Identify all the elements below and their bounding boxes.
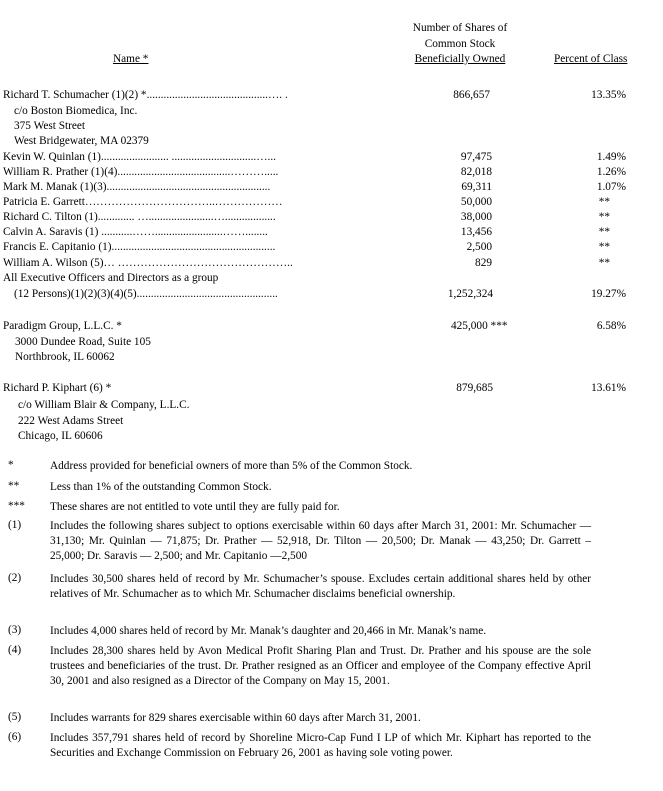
row-shares: 13,456 (460, 226, 492, 238)
footnote-mark: ** (8, 480, 20, 492)
row-shares: 50,000 (460, 196, 492, 208)
address-line: 222 West Adams Street (18, 415, 124, 427)
row-name: Patricia E. Garrett……………………………..……………… (3, 196, 283, 208)
footnote-mark: (2) (8, 572, 22, 584)
paradigm-percent: 6.58% (596, 320, 626, 332)
kiphart-percent: 13.61% (591, 382, 626, 394)
shares-header-line1: Number of Shares of (412, 22, 508, 34)
address-line: 375 West Street (14, 120, 86, 132)
footnote-mark: (6) (8, 731, 22, 743)
shares-header-line2: Common Stock (424, 38, 496, 50)
row-name: Calvin A. Saravis (1) ...........……........................……........ (3, 226, 268, 238)
address-line: Northbrook, IL 60062 (15, 351, 115, 363)
row-name: Francis E. Capitanio (1).......................................................... (3, 241, 276, 253)
row-name: William A. Wilson (5)… ……………………………………….. (3, 257, 293, 269)
row-name: Richard T. Schumacher (1)(2) *...........................................…. . (3, 89, 288, 101)
row-name: Mark M. Manak (1)(3).......................................................... (3, 181, 271, 193)
row-shares: 82,018 (460, 166, 492, 178)
row-percent: ** (598, 257, 610, 269)
address-line: c/o William Blair & Company, L.L.C. (18, 399, 190, 411)
kiphart-name: Richard P. Kiphart (6) * (3, 382, 112, 394)
row-percent: 1.26% (596, 166, 626, 178)
address-line: West Bridgewater, MA 02379 (14, 135, 149, 147)
shares-header-line3: Beneficially Owned (414, 53, 506, 65)
row-shares: 2,500 (466, 241, 492, 253)
percent-header: Percent of Class (554, 53, 628, 65)
row-shares: 69,311 (461, 181, 492, 193)
paradigm-shares: 425,000 *** (451, 320, 508, 332)
kiphart-shares: 879,685 (456, 382, 493, 394)
row-shares: 866,657 (453, 89, 490, 101)
row-name: Kevin W. Quinlan (1)........................ ..............................…... (3, 151, 276, 163)
footnote-mark: (4) (8, 644, 22, 656)
address-line: 3000 Dundee Road, Suite 105 (15, 336, 151, 348)
group-shares: 1,252,324 (447, 288, 493, 300)
footnote-text: These shares are not entitled to vote until they are fully paid for. (50, 501, 340, 513)
footnote-mark: *** (8, 500, 25, 512)
row-percent: ** (598, 241, 610, 253)
row-percent: ** (598, 226, 610, 238)
footnote-text: Address provided for beneficial owners of more than 5% of the Common Stock. (50, 460, 413, 472)
group-line2: (12 Persons)(1)(2)(3)(4)(5).................................................. (14, 288, 278, 300)
group-percent: 19.27% (591, 288, 626, 300)
row-shares: 829 (475, 257, 492, 269)
row-percent: ** (598, 196, 610, 208)
footnote-mark: (1) (8, 519, 22, 531)
paradigm-name: Paradigm Group, L.L.C. * (3, 320, 122, 332)
footnote-text: Includes warrants for 829 shares exercisable within 60 days after March 31, 2001. (50, 712, 421, 724)
footnote-text: Less than 1% of the outstanding Common Stock. (50, 481, 272, 493)
footnote-text: Includes 4,000 shares held of record by Mr. Manak’s daughter and 20,466 in Mr. Manak’s name. (50, 625, 487, 637)
name-header: Name * (113, 53, 149, 65)
footnote-mark: * (8, 459, 14, 471)
address-line: Chicago, IL 60606 (18, 430, 103, 442)
group-line1: All Executive Officers and Directors as a group (3, 272, 219, 284)
footnote-mark: (5) (8, 711, 22, 723)
row-percent: 1.49% (596, 151, 626, 163)
footnote-text: Includes 357,791 shares held of record by Shoreline Micro-Cap Fund I LP of which Mr. Kiphart has reported to the Securities and Exchange Commission on February 26, 2001 as having sole voting power. (50, 732, 591, 759)
row-shares: 38,000 (460, 211, 492, 223)
address-line: c/o Boston Biomedica, Inc. (14, 105, 138, 117)
footnote-text: Includes 30,500 shares held of record by Mr. Schumacher’s spouse. Excludes certain additional shares held by other relatives of Mr. Schumacher as to which Mr. Schumacher disclaims beneficial ownership. (50, 573, 591, 600)
row-name: Richard C. Tilton (1)............. ….......................….................. (3, 211, 276, 223)
footnote-text: Includes 28,300 shares held by Avon Medical Profit Sharing Plan and Trust. Dr. Prather and his spouse are the sole trustees and beneficiaries of the trust. Dr. Prather resigned as an Officer and employee of the Company effective April 30, 2001 and also resigned as a Director of the Company on May 15, 2001. (50, 645, 591, 687)
row-shares: 97,475 (460, 151, 492, 163)
row-percent: 13.35% (591, 89, 626, 101)
row-name: William R. Prather (1)(4)........................................………..... (3, 166, 279, 178)
footnote-text: Includes the following shares subject to options exercisable within 60 days after March 31, 2001: Mr. Schumacher — 31,130; Mr. Quinlan — 71,875; Dr. Prather — 52,918, Dr. Tilton — 20,500; Dr. Manak — 43,250; Dr. Garrett – 25,000; Dr. Saravis — 2,500; and Mr. Capitanio —2,500 (50, 520, 591, 562)
row-percent: ** (598, 211, 610, 223)
row-percent: 1.07% (596, 181, 626, 193)
footnote-mark: (3) (8, 624, 22, 636)
